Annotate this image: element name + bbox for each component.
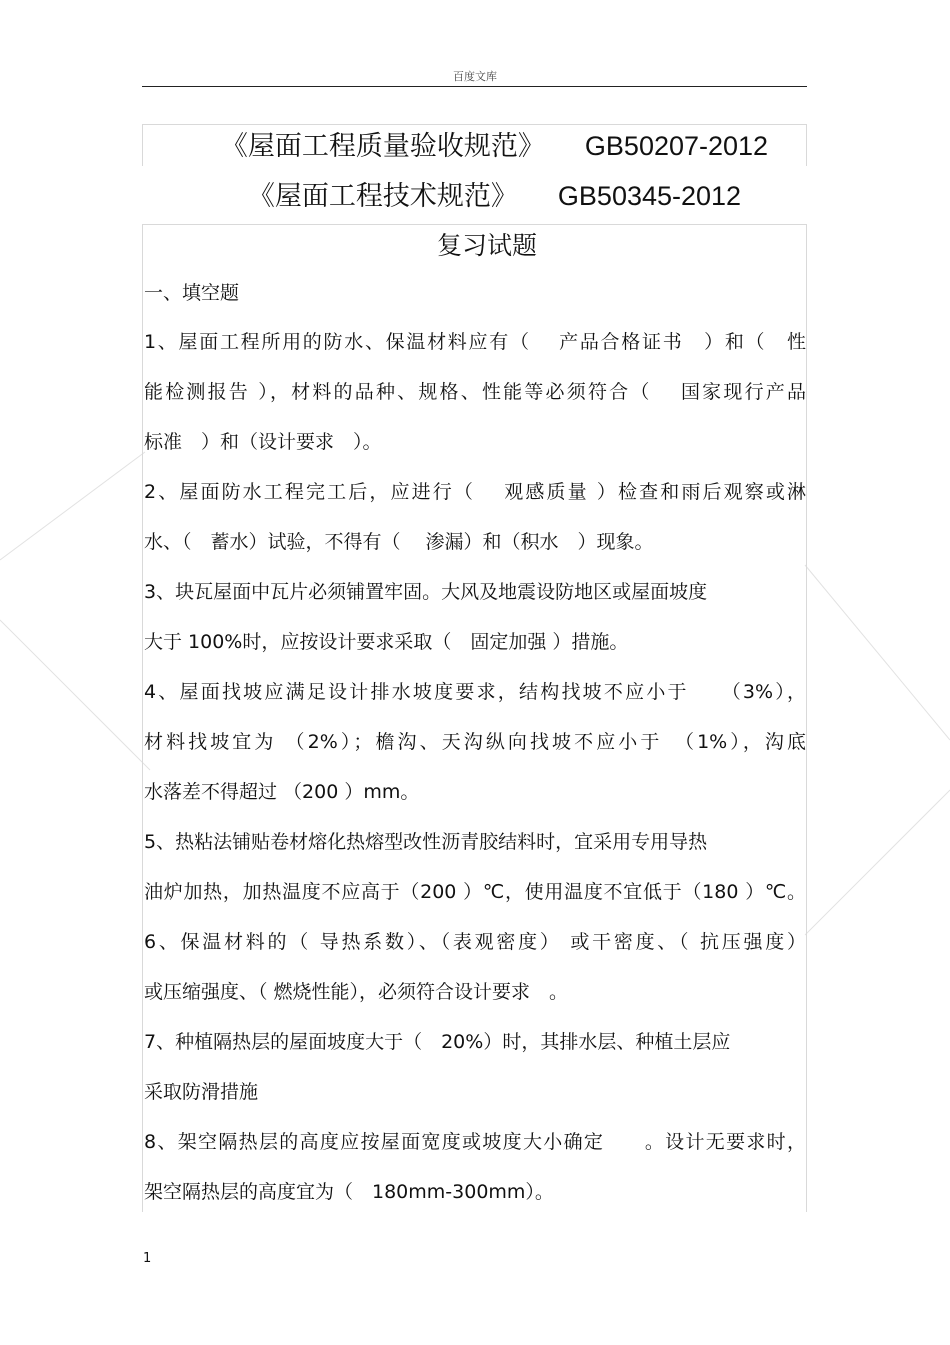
title-1-code: GB50207-2012	[584, 131, 769, 161]
text-line: 4、屋面找坡应满足设计排水坡度要求，结构找坡不应小于 （3%），	[144, 681, 806, 703]
frame-left	[142, 224, 143, 1212]
text-line: 1、屋面工程所用的防水、保温材料应有（ 产品合格证书 ）和（ 性	[144, 331, 806, 353]
text-line: 采取防滑措施	[144, 1081, 259, 1103]
text-line: 水落差不得超过 （200 ）mm。	[144, 781, 420, 803]
header-rule	[142, 86, 807, 87]
document-subtitle: 复习试题	[436, 231, 537, 260]
frame-right	[806, 224, 807, 1212]
title-1-name: 《屋面工程质量验收规范》	[220, 131, 545, 162]
document-title-2	[142, 174, 827, 213]
text-line: 架空隔热层的高度宜为（ 180mm-300mm）。	[144, 1181, 554, 1203]
title-2-name: 《屋面工程技术规范》	[247, 181, 518, 212]
section-heading: 一、填空题	[144, 282, 240, 304]
header-site-name: 百度文库	[453, 70, 497, 83]
text-line: 7、种植隔热层的屋面坡度大于（ 20%）时，其排水层、种植土层应	[144, 1031, 731, 1053]
text-line: 标准 ）和（设计要求 ）。	[144, 431, 382, 453]
text-line: 大于 100%时，应按设计要求采取（ 固定加强 ）措施。	[144, 631, 629, 653]
title-2-code: GB50345-2012	[557, 181, 742, 211]
text-line: 6、保温材料的（ 导热系数）、（表观密度） 或干密度、（ 抗压强度）	[144, 931, 806, 953]
text-line: 水、（ 蓄水）试验，不得有（ 渗漏）和（积水 ）现象。	[144, 531, 654, 553]
text-line: 材料找坡宜为 （2%）；檐沟、天沟纵向找坡不应小于 （1%），沟底	[144, 731, 806, 753]
document-title-1	[142, 124, 827, 163]
text-line: 或压缩强度、（ 燃烧性能），必须符合设计要求 。	[144, 981, 569, 1003]
page-number: 1	[143, 1251, 152, 1266]
text-line: 油炉加热，加热温度不应高于（200 ）℃，使用温度不宜低于（180 ）℃。	[144, 881, 806, 903]
text-line: 3、块瓦屋面中瓦片必须铺置牢固。大风及地震设防地区或屋面坡度	[144, 581, 708, 603]
frame-mid	[142, 224, 807, 225]
text-line: 8、架空隔热层的高度应按屋面宽度或坡度大小确定 。设计无要求时，	[144, 1131, 806, 1153]
text-line: 5、热粘法铺贴卷材熔化热熔型改性沥青胶结料时，宜采用专用导热	[144, 831, 708, 853]
text-line: 能检测报告 ），材料的品种、规格、性能等必须符合（ 国家现行产品	[144, 381, 806, 403]
text-line: 2、屋面防水工程完工后，应进行（ 观感质量 ）检查和雨后观察或淋	[144, 481, 806, 503]
